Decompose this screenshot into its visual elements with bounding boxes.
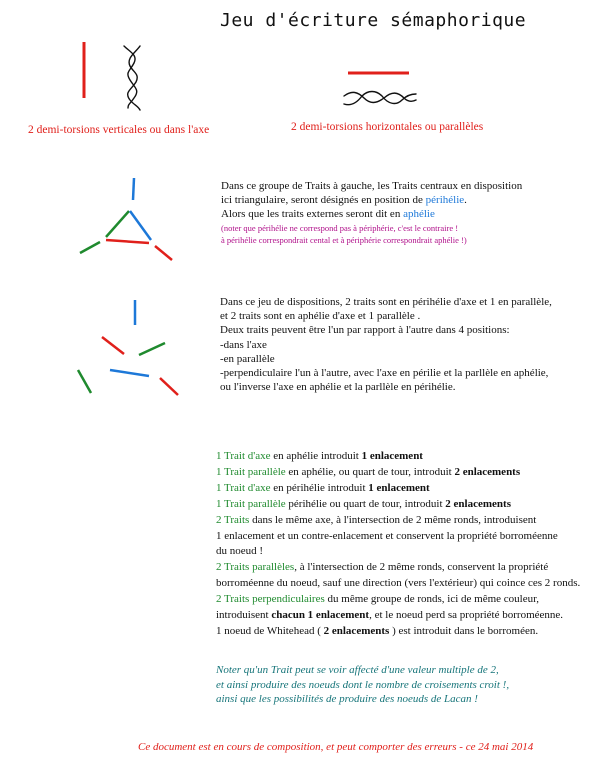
rule-line [216,624,580,640]
section2-line: et 2 traits sont en aphélie d'axe et 1 parallèle . [220,310,421,323]
text-span: du même groupe de ronds, ici de même couleur, [324,593,540,606]
stroke-red-right [160,378,178,395]
section2-line: -en parallèle [220,352,275,365]
text-span: , et le noeud perd sa propriété borroméenne. [369,609,564,622]
section2-line: Dans ce jeu de dispositions, 2 traits sont en périhélie d'axe et 1 en parallèle, [220,296,552,308]
rule-term: 1 Trait d'axe [216,481,271,494]
section1-note: à périhélie correspondrait cental et à périphérie correspondrait aphélie !) [221,234,467,245]
term-aphelie: aphélie [403,208,435,221]
text-span: en périhélie introduit [270,481,369,494]
note-line: ainsi que les possibilités de produire des noeuds de Lacan ! [216,693,478,705]
rule-line [216,481,580,497]
rule-line [216,608,580,624]
rule-line [216,497,580,513]
section2-line: -perpendiculaire l'un à l'autre, avec l'axe en périlie et la parllèle en aphélie, [220,367,549,380]
text-span: ) est introduit dans le borroméen. [389,624,539,637]
rule-term: 2 Traits perpendiculaires [216,593,325,606]
rule-line [216,560,580,576]
stroke-red-left [102,337,124,354]
rule-count: 2 enlacements [323,624,390,637]
stroke-green-left [78,370,91,393]
text-span: dans le même axe, à l'intersection de 2 même ronds, introduisent [249,513,537,526]
rule-line [216,513,580,529]
rule-term: 1 Trait d'axe [216,450,271,462]
section1-note: (noter que périhélie ne correspond pas à périphérie, c'est le contraire ! [221,222,459,233]
section2-line: ou l'inverse l'axe en aphélie et la parllèle en périhélie. [220,381,456,394]
rule-count: 2 enlacements [454,465,521,478]
footer-note: Ce document est en cours de composition, et peut comporter des erreurs - ce 24 mai 2014 [138,741,534,753]
caption-vertical: 2 demi-torsions verticales ou dans l'axe [28,124,210,136]
rule-line [216,592,580,608]
section2-line: -dans l'axe [220,338,267,351]
rule-line: 1 enlacement et un contre-enlacement et conservent la propriété borroméenne [216,529,558,542]
rule-line [216,449,580,465]
rule-line: du noeud ! [216,545,264,558]
rule-term: 1 Trait parallèle [216,465,286,478]
rule-term: 2 Traits [216,513,250,526]
text-span: introduisent [216,609,272,622]
rule-count: chacun 1 enlacement [271,609,370,622]
section3-text [216,449,580,640]
rule-term: 1 Trait parallèle [216,497,286,510]
text-span: 1 noeud de Whitehead ( [216,624,324,637]
caption-horizontal: 2 demi-torsions horizontales ou parallèles [291,121,484,133]
section2-line: Deux traits peuvent être l'un par rapport à l'autre dans 4 positions: [220,324,510,337]
stroke-green-right [139,343,165,355]
text-span: , à l'intersection de 2 même ronds, conservent la propriété [294,561,549,574]
rule-count: 2 enlacements [445,497,511,510]
note-line: et ainsi produire des noeuds dont le nombre de croisements croit !, [216,678,510,691]
note-block [216,663,509,707]
page-title: Jeu d'écriture sémaphorique [220,10,527,31]
text-span: ici triangulaire, seront désignés en position de [221,194,426,207]
text-span: . [464,194,467,207]
rule-line [216,465,580,481]
text-span: Alors que les traits externes seront dit en [221,208,404,221]
rule-count: 1 enlacement [361,450,423,462]
rule-count: 1 enlacement [368,481,430,494]
rule-term: 2 Traits parallèles [216,561,295,574]
note-line: Noter qu'un Trait peut se voir affecté d'une valeur multiple de 2, [216,664,499,676]
term-perihelie: périhélie [425,194,465,207]
text-span: périhélie ou quart de tour, introduit [285,497,446,510]
stroke-blue-center [110,370,149,376]
rule-line: borroméenne du noeud, sauf une direction (vers l'extérieur) qui coince ces 2 ronds. [216,577,581,590]
text-span: en aphélie introduit [270,450,362,462]
section2-text [220,295,552,394]
text-span: en aphélie, ou quart de tour, introduit [285,465,455,478]
section1-line: Dans ce groupe de Traits à gauche, les Traits centraux en disposition [221,180,523,192]
